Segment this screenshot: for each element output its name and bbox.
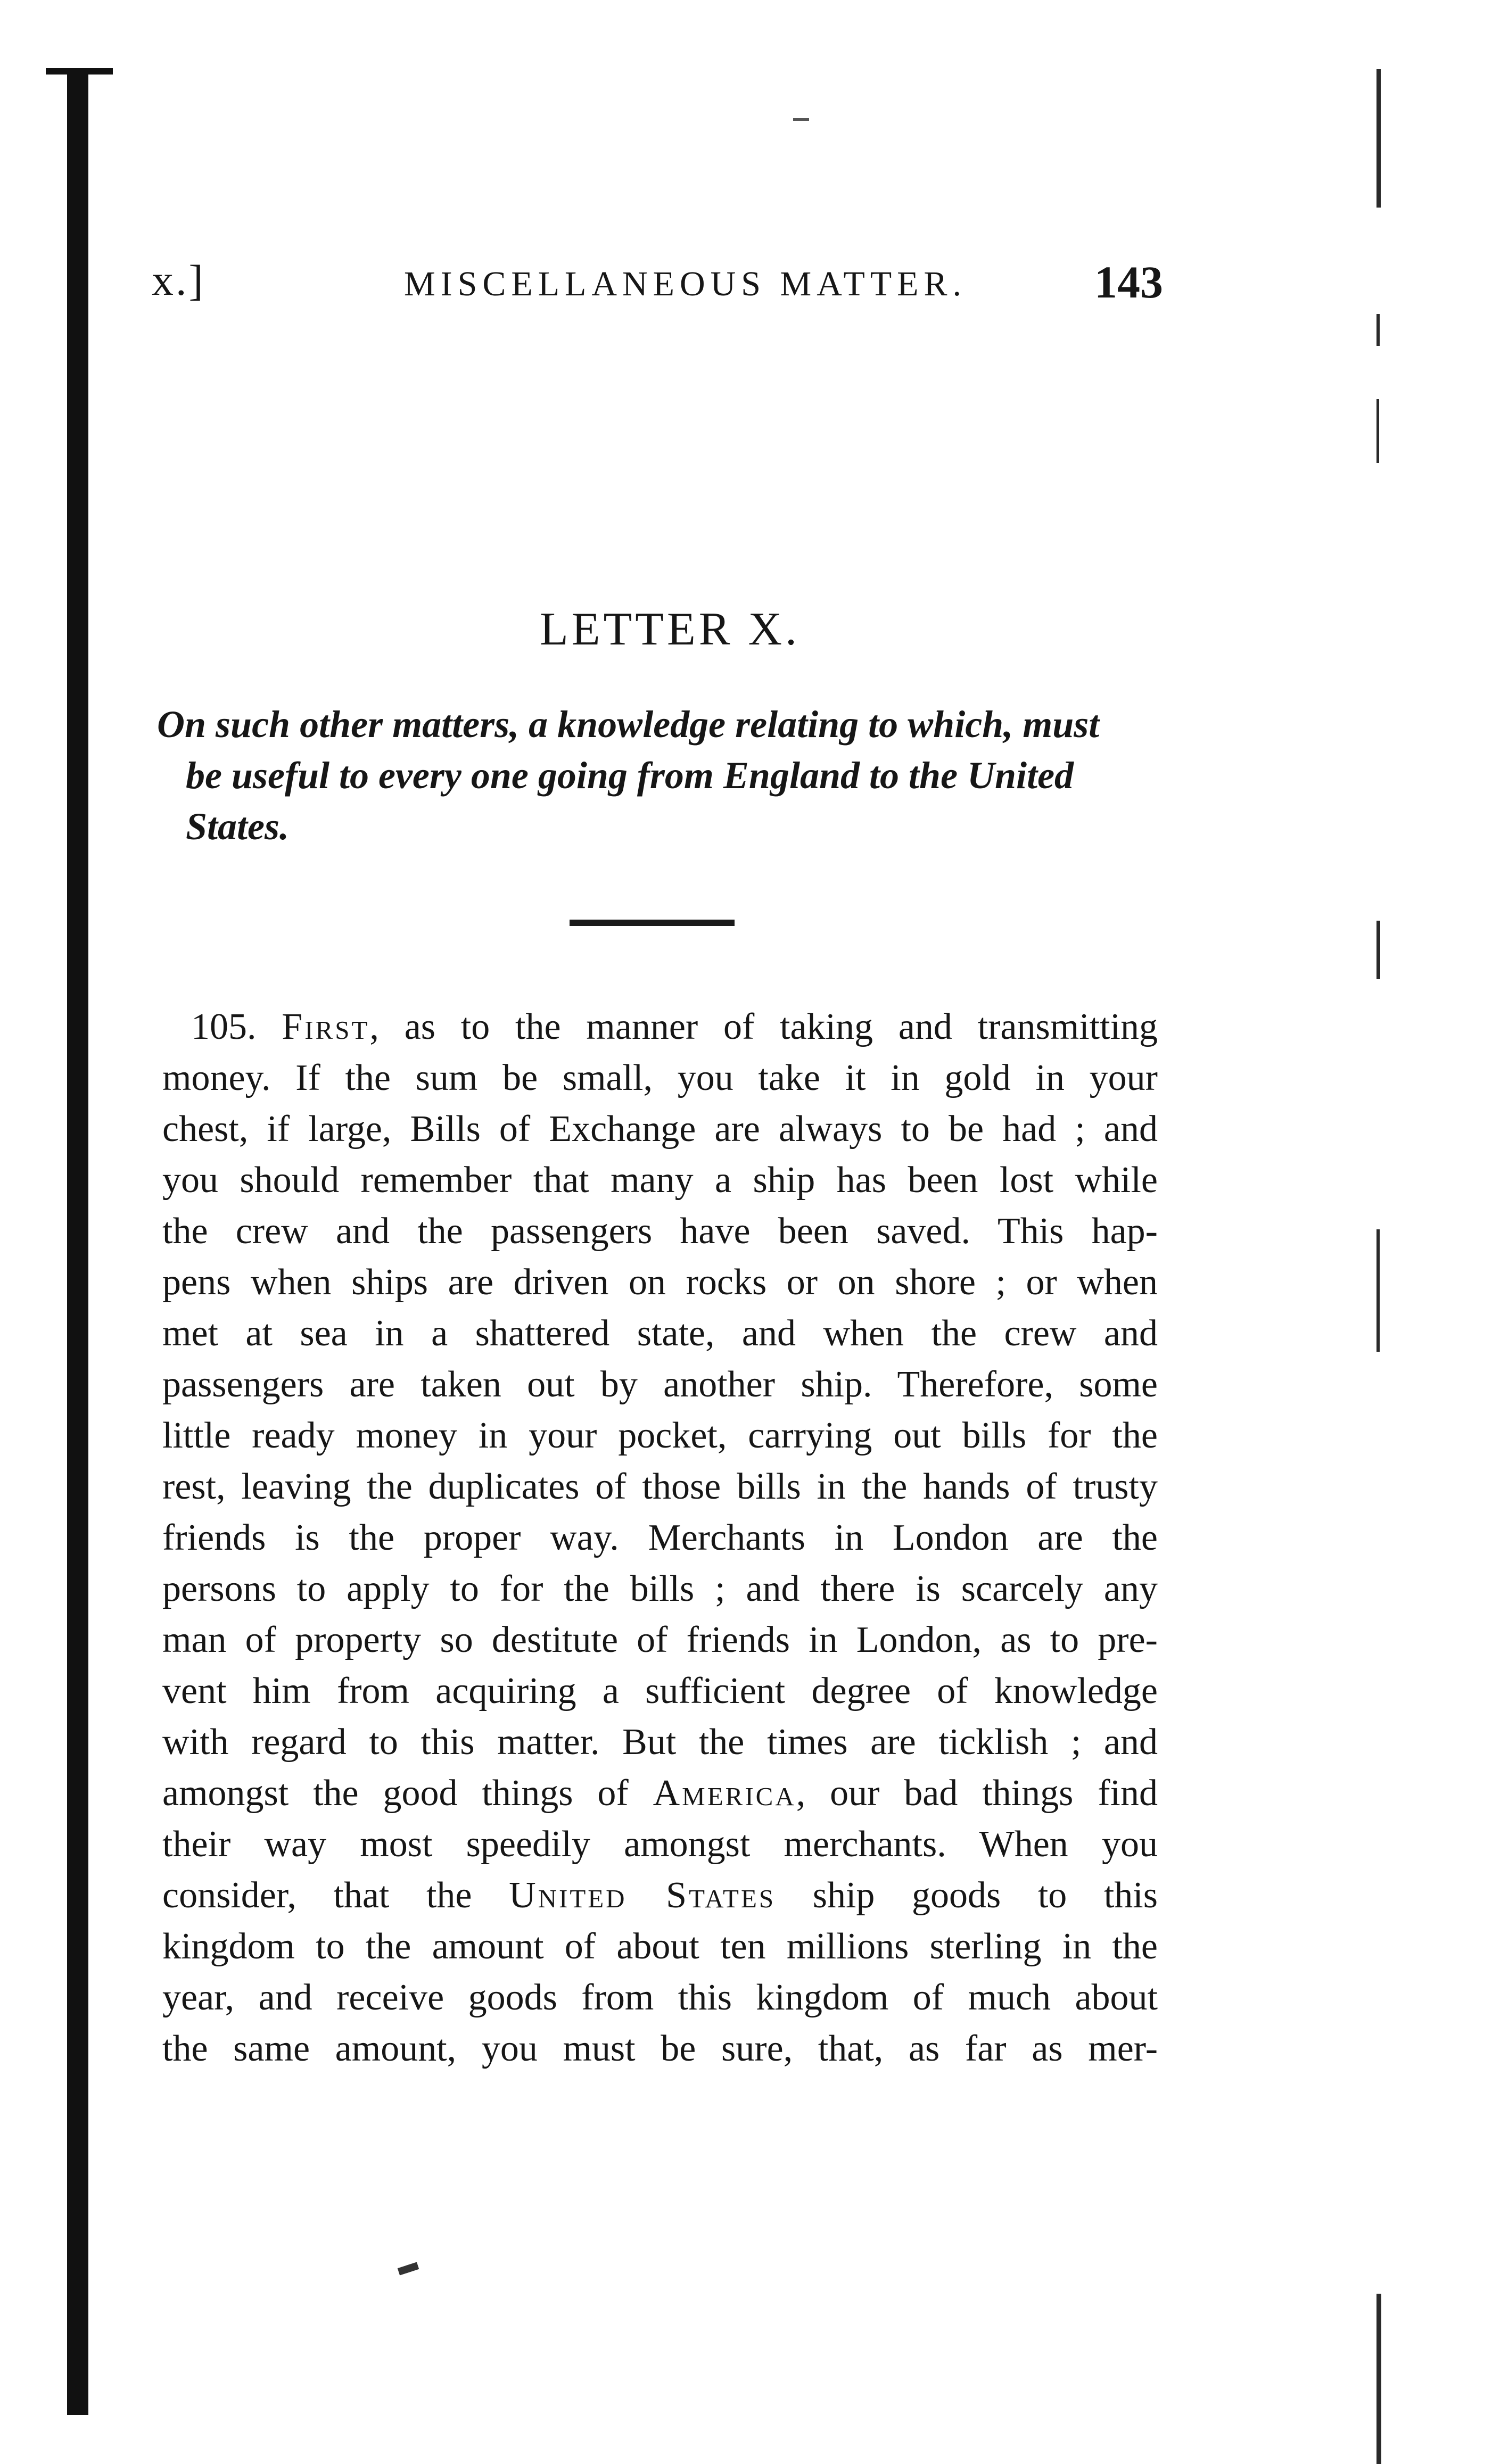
body-line: you should remember that many a ship has been lost while (162, 1160, 1158, 1201)
section-mark: x.] (152, 256, 205, 304)
stray-ink-mark (398, 2262, 419, 2275)
body-line: rest, leaving the duplicates of those bills in the hands of trusty (162, 1466, 1158, 1507)
edge-mark (1376, 399, 1379, 463)
body-line: their way most speedily amongst merchants. When you (162, 1824, 1158, 1865)
page-number: 143 (1094, 257, 1163, 308)
body-line: year, and receive goods from this kingdom of much about (162, 1977, 1158, 2018)
edge-mark (1376, 921, 1380, 979)
body-line-text: , as to the manner of taking and transmitting (369, 1006, 1158, 1047)
body-line: persons to apply to for the bills ; and there is scarcely any (162, 1568, 1158, 1609)
body-line: money. If the sum be small, you take it in gold in your (162, 1057, 1158, 1098)
body-line (191, 1006, 1158, 1057)
body-line: passengers are taken out by another ship. Therefore, some (162, 1364, 1158, 1405)
section-divider (570, 920, 735, 926)
body-line-text: consider, that the (162, 1875, 509, 1916)
subtitle-line: On such other matters, a knowledge relating to which, must (157, 703, 1100, 746)
body-line: pens when ships are driven on rocks or on shore ; or when (162, 1262, 1158, 1303)
paragraph-number: 105. (191, 1006, 257, 1047)
letter-title: LETTER X. (540, 603, 801, 655)
body-line: the same amount, you must be sure, that, as far as mer- (162, 2028, 1158, 2069)
body-line-text: amongst the good things of (162, 1773, 653, 1814)
body-line-text: ship goods to this (776, 1875, 1158, 1916)
body-line: chest, if large, Bills of Exchange are always to be had ; and (162, 1109, 1158, 1150)
body-line-text: , our bad things find (796, 1773, 1158, 1814)
body-line: little ready money in your pocket, carrying out bills for the (162, 1415, 1158, 1456)
united-states-small-caps: United States (509, 1875, 776, 1916)
first-word: First (282, 1006, 370, 1047)
stray-tick (793, 118, 809, 121)
running-title: MISCELLANEOUS MATTER. (404, 264, 967, 303)
subtitle-line: States. (186, 805, 290, 848)
body-line: kingdom to the amount of about ten millions sterling in the (162, 1926, 1158, 1967)
page-edge-marks (1376, 59, 1424, 2421)
left-margin-rule (67, 68, 88, 2415)
edge-mark (1376, 314, 1380, 346)
america-small-caps: America (653, 1773, 796, 1814)
edge-mark (1376, 1229, 1380, 1352)
body-line (162, 1772, 1158, 1823)
body-line: with regard to this matter. But the times are ticklish ; and (162, 1722, 1158, 1763)
body-line: vent him from acquiring a sufficient degree of knowledge (162, 1671, 1158, 1711)
body-line: met at sea in a shattered state, and when the crew and (162, 1313, 1158, 1354)
body-line: man of property so destitute of friends in London, as to pre- (162, 1619, 1158, 1660)
body-line: the crew and the passengers have been saved. This hap- (162, 1211, 1158, 1252)
body-line (162, 1874, 1158, 1925)
subtitle-line: be useful to every one going from England to the United (186, 754, 1074, 797)
body-line: friends is the proper way. Merchants in London are the (162, 1517, 1158, 1558)
edge-mark (1376, 69, 1381, 208)
edge-mark (1376, 2294, 1381, 2464)
page-header (152, 255, 1163, 314)
